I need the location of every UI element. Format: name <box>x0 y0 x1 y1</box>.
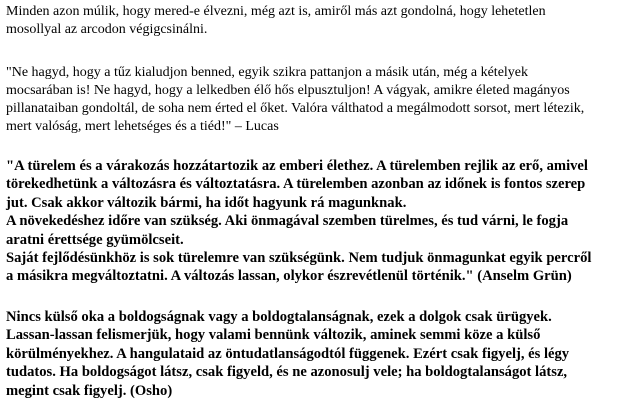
text-line: "A türelem és a várakozás hozzátartozik az emberi élethez. A türelemben rejlik az erő, amivel <box>6 158 588 174</box>
text-line: Lassan-lassan felismerjük, hogy valami bennünk változik, aminek semmi köze a külső <box>6 327 541 344</box>
text-line: körülményekhez. A hangulataid az öntudatlanságodtól függenek. Ezért csak figyelj, és légy <box>6 345 570 362</box>
text-line: pillanataiban gondoltál, de soha nem érted el őket. Valóra válthatod a megálmodott sorsot, mert létezik, <box>6 101 585 116</box>
paragraph-osho-quote <box>6 308 569 400</box>
paragraph-intro <box>6 3 546 39</box>
text-line: "Ne hagyd, hogy a tűz kialudjon benned, egyik szikra pattanjon a másik után, még a kételyek <box>6 65 529 80</box>
text-line: tudatos. Ha boldogságot látsz, csak figyeld, és ne azonosulj vele; ha boldogtalanságot látsz, <box>6 364 568 381</box>
text-line: a másikra megváltoztatni. A változás lassan, olykor észrevétlenül történik." (Anselm Grün) <box>6 268 572 285</box>
text-line: mosollyal az arcodon végigcsinálni. <box>6 22 208 37</box>
text-line: Minden azon múlik, hogy mered-e élvezni, még azt is, amiről más azt gondolná, hogy lehetetlen <box>6 4 546 19</box>
text-line: Nincs külső oka a boldogságnak vagy a boldogtalanságnak, ezek a dolgok csak ürügyek. <box>6 309 552 325</box>
paragraph-grun-quote <box>6 157 591 286</box>
text-line: törekedhetünk a változásra és változtatásra. A türelemben azonban az időnek is fontos szerep <box>6 176 586 193</box>
text-line: mert valóság, mert lehetséges és a tiéd!" – Lucas <box>6 119 279 134</box>
text-line: jut. Csak akkor változik bármi, ha időt hagyunk rá magunknak. <box>6 194 407 211</box>
text-line: mocsarában is! Ne hagyd, hogy a lelkedben élő hős elpusztuljon! A vágyak, amikre életed magányos <box>6 83 570 98</box>
text-line: Saját fejlődésünkhöz is sok türelemre van szükségünk. Nem tudjuk önmagunkat egyik percről <box>6 250 592 267</box>
text-line: A növekedéshez időre van szükség. Aki önmagával szemben türelmes, és tud várni, le fogja <box>6 213 569 230</box>
text-line: megint csak figyelj. (Osho) <box>6 382 173 399</box>
text-line: aratni érettsége gyümölcseit. <box>6 231 184 248</box>
paragraph-lucas-quote <box>6 64 584 136</box>
